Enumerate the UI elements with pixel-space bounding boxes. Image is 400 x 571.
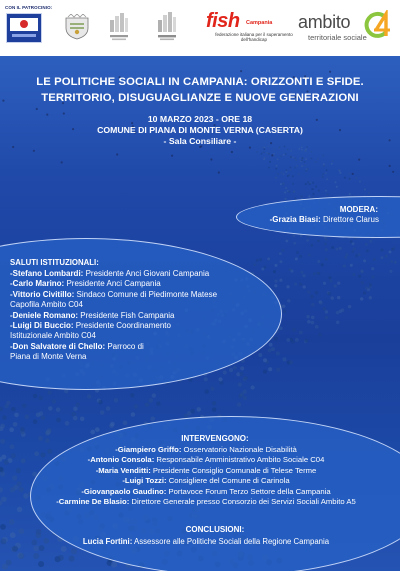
greeting-line: -Carlo Marino: Presidente Anci Campania [10, 279, 161, 289]
conclusions-heading: CONCLUSIONI: [185, 525, 245, 534]
fish-region-label: Campania [246, 20, 273, 26]
fish-wordmark: fish [206, 10, 240, 32]
fish-campania-logo [206, 10, 296, 44]
moderator-line [238, 215, 379, 225]
speaker-line: -Luigi Tozzi: Consigliere del Comune di Carinola [122, 476, 290, 486]
poster-body [0, 56, 400, 571]
patronage-label: CON IL PATROCINIO: [5, 5, 53, 10]
conclusions-line [20, 537, 392, 547]
greeting-line: -Stefano Lombardi: Presidente Anci Giovani Campania [10, 269, 210, 278]
regione-campania-logo [6, 13, 42, 43]
municipal-crest-logo [62, 14, 92, 40]
moderator-heading: MODERA: [339, 205, 378, 214]
sponsor-logo-strip [0, 0, 400, 56]
greeting-line: Capofila Ambito C04 [10, 300, 83, 310]
greeting-line: Istituzionale Ambito C04 [10, 331, 96, 341]
event-title-line-1: LE POLITICHE SOCIALI IN CAMPANIA: ORIZZONTI E SFIDE. [36, 76, 364, 88]
greeting-line: -Don Salvatore di Chello: Parroco di [10, 341, 144, 351]
greeting-line: -Deniele Romano: Presidente Fish Campania [10, 310, 175, 320]
ambito-c4-mark-icon [362, 10, 392, 40]
greetings-list [10, 269, 280, 363]
greeting-line: -Luigi Di Buccio: Presidente Coordinamento [10, 321, 171, 331]
speakers-list [20, 445, 392, 507]
event-date: 10 MARZO 2023 - ORE 18 [147, 114, 253, 124]
conclusions-name: Lucia Fortini: [82, 537, 133, 546]
fish-subtitle: federazione italiana per il superamento dell'handicap [215, 32, 293, 42]
event-venue: COMUNE DI PIANA DI MONTE VERNA (CASERTA) [97, 125, 303, 135]
ambito-wordmark: ambito [298, 12, 351, 32]
greetings-heading: SALUTI ISTITUZIONALI: [10, 258, 99, 267]
event-title [14, 74, 386, 106]
moderator-name: -Grazia Biasi: [269, 215, 321, 224]
moderator-role: Direttore Clarus [320, 215, 379, 224]
event-title-line-2: TERRITORIO, DISUGUAGLIANZE E NUOVE GENERAZIONI [41, 92, 359, 104]
conclusions-role: Assessore alle Politiche Sociali della Regione Campania [132, 537, 330, 546]
event-room: - Sala Consiliare - [163, 136, 237, 146]
ambito-territoriale-sociale-logo [298, 10, 396, 44]
anci-campania-logo [156, 12, 178, 42]
speaker-line: -Antonio Consola: Responsabile Amministrativo Ambito Sociale C04 [87, 455, 325, 465]
speaker-line: -Maria Venditti: Presidente Consiglio Comunale di Telese Terme [95, 465, 317, 475]
greeting-line: -Vittorio Civitillo: Sindaco Comune di Piedimonte Matese [10, 289, 218, 299]
speakers-heading: INTERVENGONO: [181, 434, 249, 443]
speaker-line: -Giampiero Griffo: Osservatorio Nazionale Disabilità [115, 445, 297, 454]
ambito-subtitle: territoriale sociale [308, 33, 367, 42]
greeting-line: Piana di Monte Verna [10, 352, 87, 362]
speaker-line: -Giovanpaolo Gaudino: Portavoce Forum Terzo Settore della Campania [81, 486, 331, 496]
anci-giovani-logo [108, 12, 130, 42]
speaker-line: -Carmine De Blasio: Direttore Generale presso Consorzio dei Servizi Sociali Ambito A5 [56, 497, 356, 507]
